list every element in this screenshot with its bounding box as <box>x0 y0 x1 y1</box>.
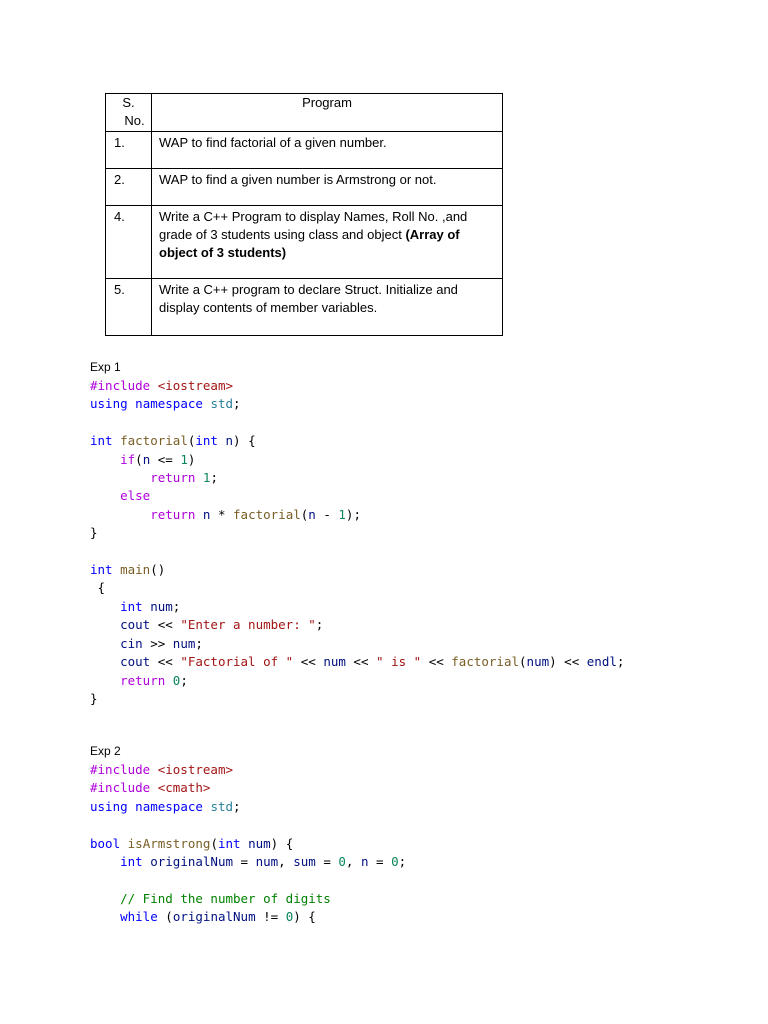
table-row <box>106 279 503 336</box>
code-line: return 1; <box>150 470 218 486</box>
row-program <box>152 279 503 336</box>
table-header-row <box>106 94 503 132</box>
sno-header <box>106 94 152 132</box>
program-table <box>105 93 503 336</box>
row-sno: 1. <box>106 132 152 169</box>
code-line: int originalNum = num, sum = 0, n = 0; <box>120 854 407 870</box>
code-line: bool isArmstrong(int num) { <box>90 835 294 851</box>
program-header: Program <box>152 94 503 132</box>
exp2-label: Exp 2 <box>90 744 121 758</box>
code-line: using namespace std; <box>90 798 241 814</box>
code-line: #include <iostream> <box>90 378 233 393</box>
sno-header-line1: S. <box>122 95 135 110</box>
row-sno: 2. <box>106 169 152 206</box>
sno-header-line2: No. <box>124 113 145 128</box>
code-line: } <box>90 690 98 706</box>
code-line: // Find the number of digits <box>120 890 331 906</box>
table-row <box>106 169 503 206</box>
code-line: cin >> num; <box>120 635 203 651</box>
row-program-text: Write a C++ program to declare Struct. Initialize and display contents of member variables. <box>159 282 458 315</box>
exp1-code-block <box>90 377 624 708</box>
row-sno: 5. <box>106 279 152 336</box>
code-line: using namespace std; <box>90 396 241 412</box>
code-line: int factorial(int n) { <box>90 433 256 449</box>
code-line: int num; <box>120 598 181 614</box>
table-row <box>106 132 503 169</box>
row-program-text: Write a C++ Program to display Names, Roll No. ,and grade of 3 students using class and object <box>159 209 468 242</box>
code-line: #include <cmath> <box>90 780 211 796</box>
row-program-text: WAP to find factorial of a given number. <box>159 135 387 150</box>
row-program-bold-text: (Array of object of 3 students) <box>159 227 460 260</box>
row-program <box>152 206 503 279</box>
exp1-label: Exp 1 <box>90 360 121 374</box>
code-line: } <box>90 525 98 541</box>
code-line: int main() <box>90 562 166 578</box>
code-line: { <box>90 580 106 596</box>
code-line: if(n <= 1) <box>120 451 196 467</box>
code-line: else <box>120 488 151 504</box>
row-program-text: WAP to find a given number is Armstrong or not. <box>159 172 437 187</box>
code-line: #include <iostream> <box>90 762 233 777</box>
code-line: return n * factorial(n - 1); <box>150 506 361 522</box>
row-program <box>152 132 503 169</box>
table-row <box>106 206 503 279</box>
exp2-code-block <box>90 761 406 927</box>
row-sno: 4. <box>106 206 152 279</box>
code-line: cout << "Factorial of " << num << " is " << factorial(num) << endl; <box>120 654 625 670</box>
code-line: cout << "Enter a number: "; <box>120 617 324 633</box>
code-line: while (originalNum != 0) { <box>120 909 316 925</box>
code-line: return 0; <box>120 672 188 688</box>
row-program <box>152 169 503 206</box>
